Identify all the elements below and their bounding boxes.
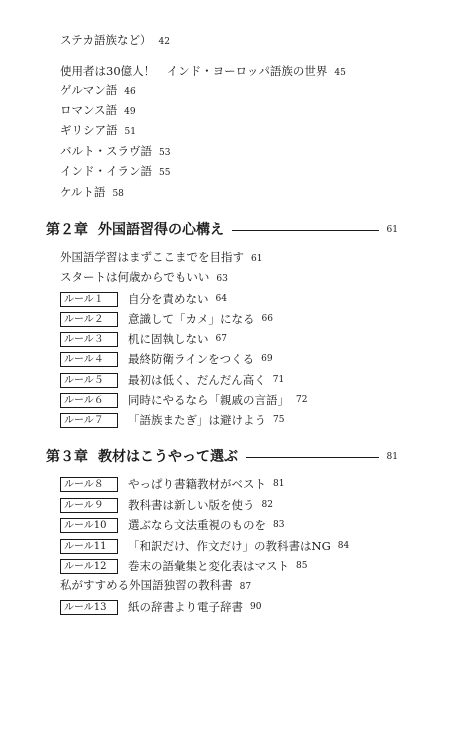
entry-text: スタートは何歳からでもいい bbox=[60, 270, 210, 284]
rule-badge: ルール８ bbox=[60, 477, 118, 492]
toc-entry bbox=[60, 575, 251, 595]
entry-text: 外国語学習はまずここまでを目指す bbox=[60, 250, 244, 264]
entry-text: 紙の辞書より電子辞書 bbox=[128, 600, 243, 614]
entry-text: 最初は低く、だんだん高く bbox=[128, 373, 266, 387]
entry-page: 72 bbox=[296, 395, 308, 405]
toc-entry bbox=[60, 494, 273, 514]
toc-entry bbox=[60, 535, 349, 555]
chapter-title: 教材はこうやって選ぶ bbox=[98, 449, 238, 465]
rule-badge: ルール１ bbox=[60, 292, 118, 307]
chapter-2-heading bbox=[46, 219, 398, 241]
entry-page: 61 bbox=[251, 254, 263, 264]
chapter-page: 81 bbox=[386, 452, 398, 462]
entry-page: 51 bbox=[124, 127, 136, 137]
rule-badge: ルール７ bbox=[60, 413, 118, 428]
entry-text: 自分を責めない bbox=[128, 292, 209, 306]
rule-badge: ルール13 bbox=[60, 600, 118, 615]
entry-text: 「語族またぎ」は避けよう bbox=[128, 413, 266, 427]
rule-badge: ルール５ bbox=[60, 373, 118, 388]
entry-text: 巻末の語彙集と変化表はマスト bbox=[128, 559, 289, 573]
toc-entry bbox=[60, 182, 124, 202]
entry-text: 机に固執しない bbox=[128, 332, 209, 346]
entry-page: 84 bbox=[337, 541, 350, 551]
toc-entry bbox=[60, 141, 170, 161]
entry-page: 49 bbox=[124, 107, 136, 117]
rule-badge: ルール６ bbox=[60, 393, 118, 408]
toc-entry bbox=[60, 348, 273, 368]
entry-page: 87 bbox=[239, 582, 252, 592]
entry-text: やっぱり書籍教材がベスト bbox=[128, 477, 266, 491]
entry-text: 教科書は新しい版を使う bbox=[128, 498, 255, 512]
entry-page: 58 bbox=[112, 189, 124, 199]
entry-text: 同時にやるなら「親戚の言語」 bbox=[128, 393, 289, 407]
toc-entry bbox=[60, 61, 346, 81]
toc-entry bbox=[60, 328, 227, 348]
toc-entry bbox=[60, 555, 307, 575]
entry-text: インド・イラン語 bbox=[60, 164, 152, 178]
toc-entry bbox=[60, 30, 170, 50]
toc-entry bbox=[60, 267, 228, 287]
toc-entry bbox=[60, 473, 284, 493]
chapter-page: 61 bbox=[386, 225, 398, 235]
toc-entry bbox=[60, 369, 284, 389]
entry-text: 意識して「カメ」になる bbox=[128, 312, 255, 326]
entry-page: 66 bbox=[261, 314, 273, 324]
entry-text: ギリシア語 bbox=[60, 123, 118, 137]
rule-badge: ルール２ bbox=[60, 312, 118, 327]
toc-entry bbox=[60, 247, 262, 267]
toc-entry bbox=[60, 409, 284, 429]
toc-entry bbox=[60, 596, 261, 616]
entry-text: ケルト語 bbox=[60, 185, 106, 199]
entry-text: 選ぶなら文法重視のものを bbox=[128, 518, 266, 532]
chapter-title: 外国語習得の心構え bbox=[98, 222, 224, 238]
rule-badge: ルール11 bbox=[60, 539, 118, 554]
toc-entry bbox=[60, 161, 170, 181]
entry-page: 63 bbox=[216, 274, 228, 284]
entry-page: 81 bbox=[273, 479, 285, 489]
entry-page: 85 bbox=[296, 561, 308, 571]
entry-page: 83 bbox=[273, 520, 285, 530]
entry-page: 55 bbox=[159, 168, 171, 178]
leader-line bbox=[246, 457, 379, 458]
entry-page: 82 bbox=[261, 500, 273, 510]
chapter-number: 第３章 bbox=[46, 449, 88, 465]
entry-text: 使用者は30億人！ インド・ヨーロッパ語族の世界 bbox=[60, 64, 328, 78]
entry-page: 71 bbox=[272, 375, 285, 385]
entry-page: 69 bbox=[261, 354, 273, 364]
entry-text: ステカ語族など） bbox=[60, 33, 152, 47]
entry-page: 53 bbox=[159, 148, 171, 158]
toc-entry bbox=[60, 389, 307, 409]
chapter-number: 第２章 bbox=[46, 222, 88, 238]
rule-badge: ルール10 bbox=[60, 518, 118, 533]
rule-badge: ルール４ bbox=[60, 352, 118, 367]
leader-line bbox=[232, 230, 379, 231]
toc-entry bbox=[60, 308, 273, 328]
toc-entry bbox=[60, 120, 136, 140]
toc-entry bbox=[60, 100, 136, 120]
entry-text: 最終防衛ラインをつくる bbox=[128, 352, 255, 366]
toc-entry bbox=[60, 80, 136, 100]
entry-page: 45 bbox=[334, 68, 346, 78]
entry-text: ゲルマン語 bbox=[60, 83, 118, 97]
entry-page: 67 bbox=[215, 334, 227, 344]
toc-entry bbox=[60, 288, 227, 308]
entry-text: 私がすすめる外国語独習の教科書 bbox=[60, 578, 233, 592]
entry-text: 「和訳だけ、作文だけ」の教科書はNG bbox=[128, 539, 331, 553]
rule-badge: ルール９ bbox=[60, 498, 118, 513]
entry-page: 42 bbox=[158, 37, 170, 47]
entry-text: ロマンス語 bbox=[60, 103, 118, 117]
rule-badge: ルール３ bbox=[60, 332, 118, 347]
entry-page: 64 bbox=[215, 294, 227, 304]
rule-badge: ルール12 bbox=[60, 559, 118, 574]
chapter-3-heading bbox=[46, 446, 398, 468]
entry-page: 90 bbox=[250, 602, 262, 612]
entry-page: 46 bbox=[124, 87, 136, 97]
entry-text: バルト・スラヴ語 bbox=[60, 144, 152, 158]
toc-entry bbox=[60, 514, 284, 534]
entry-page: 75 bbox=[273, 415, 285, 425]
